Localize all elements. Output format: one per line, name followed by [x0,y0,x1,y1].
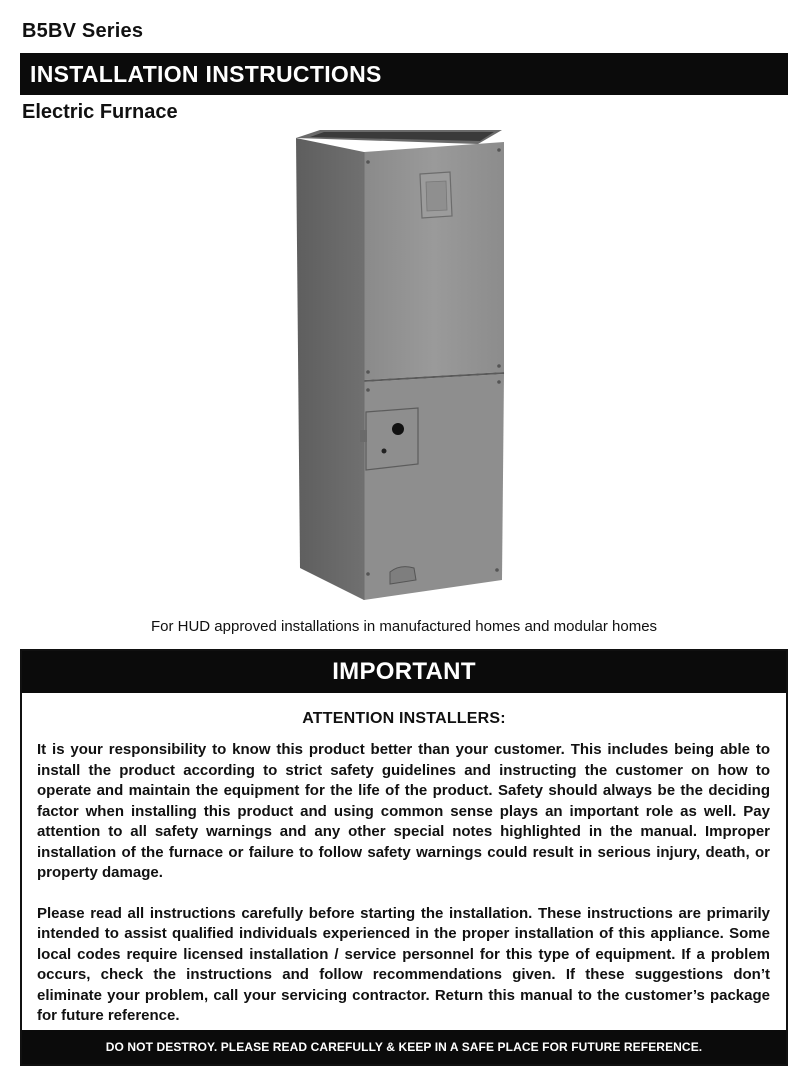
figure-caption: For HUD approved installations in manufactured homes and modular homes [150,618,658,635]
responsibility-paragraph: It is your responsibility to know this product better than your customer. This includes being able to install the product according to strict safety guidelines and instructing the customer on how to operate and maintain the equipment for the life of the product. Safety should always be the deciding factor when installing this product and using common sense plays an important role as well. Pay attention to all safety warnings and any other special notes highlighted in the manual. Improper installation of the furnace or failure to follow safety warnings could result in serious injury, death, or property damage. [37,741,770,881]
do-not-destroy-footer: DO NOT DESTROY. PLEASE READ CAREFULLY & KEEP IN A SAFE PLACE FOR FUTURE REFERENCE. [22,1030,786,1064]
document-title-banner: INSTALLATION INSTRUCTIONS [20,53,788,95]
attention-installers-heading: ATTENTION INSTALLERS: [302,710,506,727]
series-label: B5BV Series [22,20,144,42]
electric-furnace-image [280,128,520,608]
important-heading: IMPORTANT [22,651,786,693]
important-notice-box [20,649,788,1066]
product-subtitle: Electric Furnace [22,101,178,123]
read-instructions-paragraph: Please read all instructions carefully before starting the installation. These instructions are primarily intended to assist qualified individuals experienced in the proper installation of this appliance. Some local codes require licensed installation / service personnel for this type of equipment. If a problem occurs, check the instructions and follow recommendations given. If these suggestions don’t eliminate your problem, call your servicing contractor. Return this manual to the customer’s package for future reference. [37,904,770,1024]
